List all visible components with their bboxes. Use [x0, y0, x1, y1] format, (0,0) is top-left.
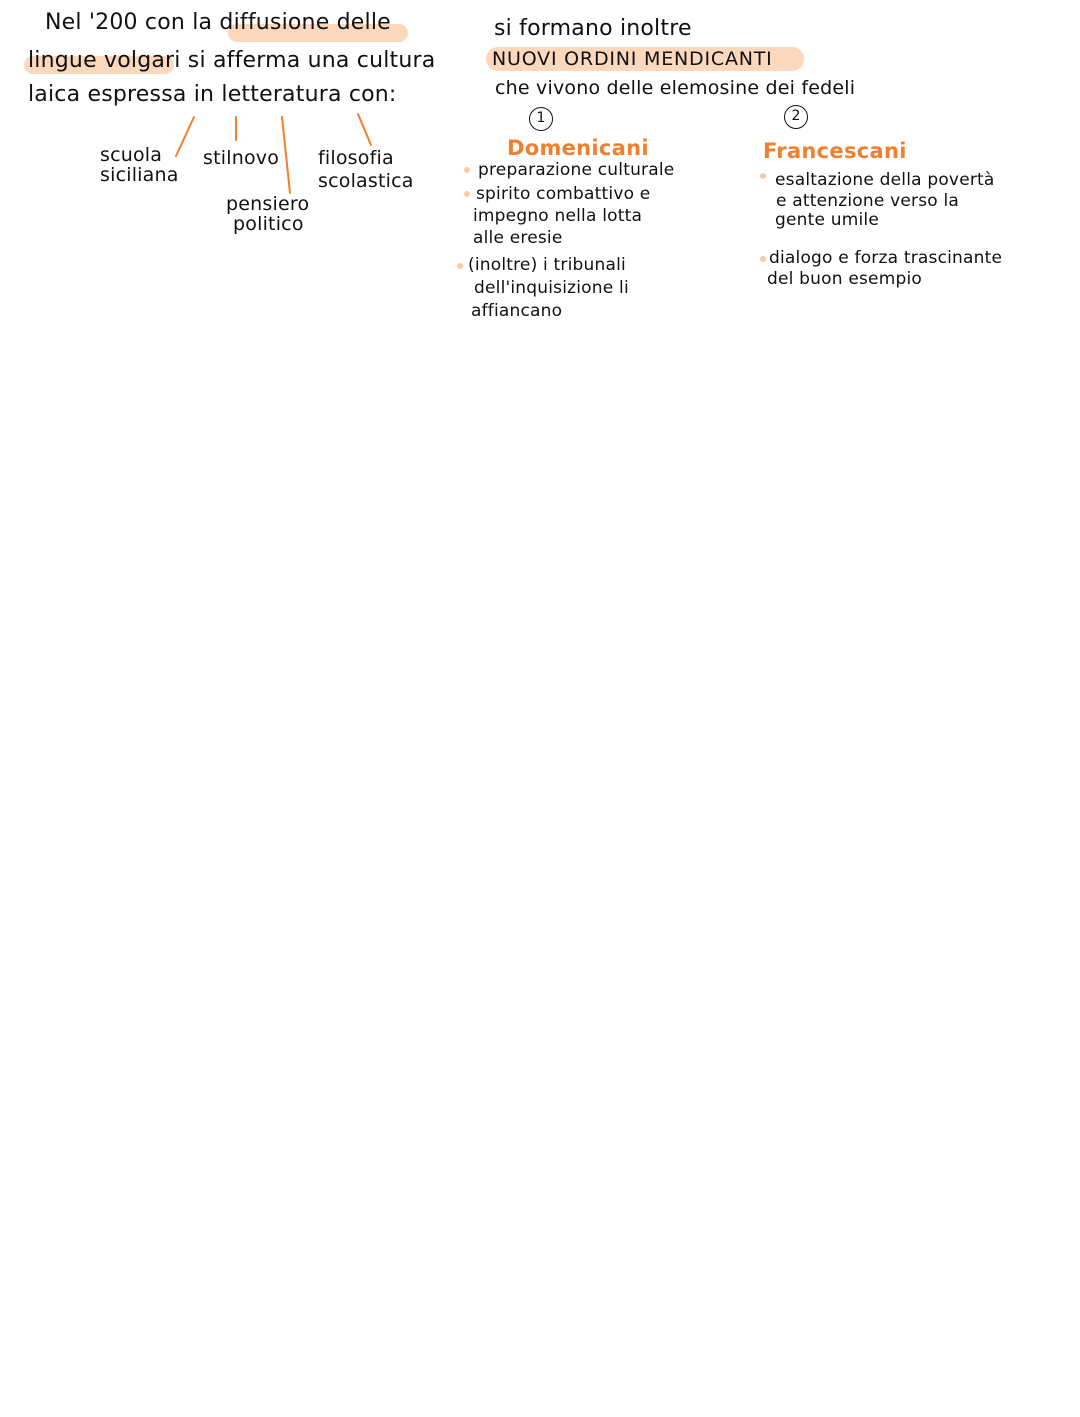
intro-line-3: laica espressa in letteratura con:: [28, 82, 397, 107]
line-to-filosofia-scolastica: [358, 114, 371, 145]
number-two-circle: 2: [784, 105, 808, 129]
francescani-bullet-2-line-2: del buon esempio: [767, 269, 922, 289]
bullet-dot: [760, 173, 766, 179]
orders-line-3: che vivono delle elemosine dei fedeli: [495, 77, 856, 99]
bullet-dot: [464, 167, 470, 173]
orders-line-2: NUOVI ORDINI MENDICANTI: [492, 48, 773, 70]
domenicani-bullet-1: preparazione culturale: [478, 160, 675, 180]
domenicani-bullet-3-line-2: dell'inquisizione li: [474, 278, 629, 298]
branch-filosofia: filosofia: [318, 147, 394, 169]
branch-scolastica: scolastica: [318, 170, 414, 192]
francescani-bullet-1-line-3: gente umile: [775, 210, 879, 230]
branch-stilnovo: stilnovo: [203, 147, 280, 169]
francescani-bullet-1-line-2: e attenzione verso la: [776, 191, 960, 211]
bullet-dot: [457, 263, 463, 269]
domenicani-bullet-2-line-2: impegno nella lotta: [473, 206, 643, 226]
intro-line-2: lingue volgari si afferma una cultura: [28, 48, 436, 73]
bullet-dot: [760, 256, 766, 262]
francescani-bullet-2-line-1: dialogo e forza trascinante: [769, 248, 1003, 268]
francescani-title: Francescani: [763, 139, 907, 163]
domenicani-title: Domenicani: [507, 136, 649, 160]
domenicani-bullet-3-line-1: (inoltre) i tribunali: [468, 255, 626, 275]
domenicani-bullet-3-line-3: affiancano: [471, 301, 563, 321]
branch-siciliana: siciliana: [100, 164, 179, 186]
branch-scuola: scuola: [100, 144, 163, 166]
orders-line-1: si formano inoltre: [494, 16, 692, 41]
branch-pensiero: pensiero: [226, 193, 310, 215]
intro-line-1: Nel '200 con la diffusione delle: [45, 10, 391, 35]
francescani-bullet-1-line-1: esaltazione della povertà: [775, 170, 995, 190]
line-to-scuola-siciliana: [176, 117, 194, 156]
number-one-circle: 1: [529, 107, 553, 131]
branch-politico: politico: [233, 213, 304, 235]
bullet-dot: [464, 191, 470, 197]
domenicani-bullet-2-line-3: alle eresie: [473, 228, 563, 248]
line-to-pensiero-politico: [282, 117, 290, 193]
domenicani-bullet-2-line-1: spirito combattivo e: [476, 184, 651, 204]
